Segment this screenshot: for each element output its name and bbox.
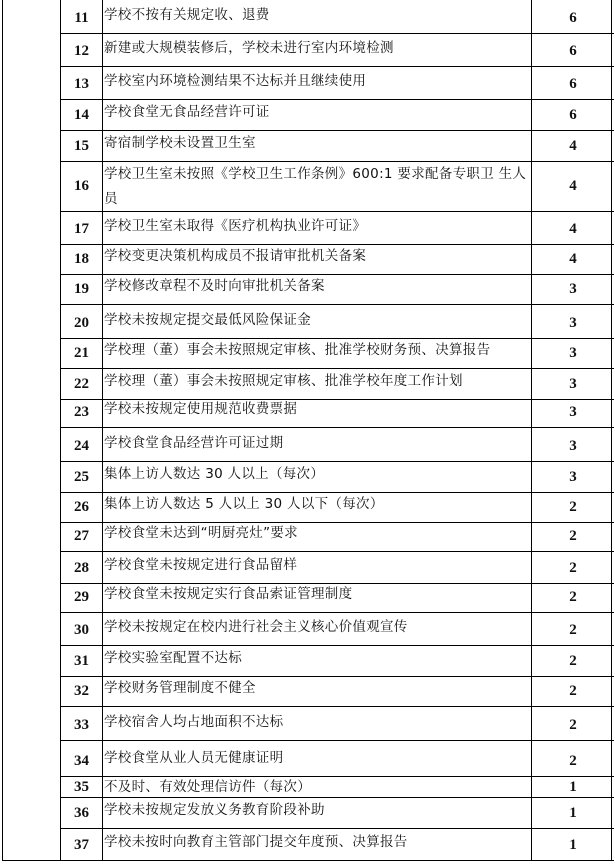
item-score: 3 xyxy=(569,345,577,361)
table-row xyxy=(61,162,614,212)
item-score: 3 xyxy=(569,281,577,297)
table-row xyxy=(61,400,614,428)
item-number: 35 xyxy=(61,777,103,797)
item-number: 25 xyxy=(61,462,103,492)
table-row xyxy=(61,67,614,100)
item-description: 学校变更决策机构成员不报请审批机关备案 xyxy=(103,245,532,274)
deduction-items-table xyxy=(60,0,614,861)
item-score: 1 xyxy=(569,805,577,821)
item-score: 2 xyxy=(569,589,577,605)
item-description: 学校理（董）事会未按照规定审核、批准学校年度工作计划 xyxy=(103,369,532,399)
item-description: 学校卫生室未按照《学校卫生工作条例》600:1 要求配备专职卫 生人员 xyxy=(103,162,532,211)
item-number: 13 xyxy=(61,67,103,99)
item-number: 28 xyxy=(61,552,103,583)
item-description: 学校卫生室未取得《医疗机构执业许可证》 xyxy=(103,212,532,244)
item-score: 2 xyxy=(569,653,577,669)
table-row xyxy=(61,613,614,646)
table-row xyxy=(61,493,614,523)
item-score: 3 xyxy=(569,469,577,485)
item-description: 学校未按规定使用规范收费票据 xyxy=(103,400,532,427)
item-description: 学校财务管理制度不健全 xyxy=(103,677,532,706)
item-number: 17 xyxy=(61,212,103,244)
table-row xyxy=(61,369,614,400)
table-row xyxy=(61,707,614,741)
item-number: 27 xyxy=(61,523,103,551)
item-score: 4 xyxy=(569,178,577,194)
item-score: 2 xyxy=(569,683,577,699)
item-number: 20 xyxy=(61,305,103,338)
table-row xyxy=(61,552,614,584)
item-description: 学校食堂无食品经营许可证 xyxy=(103,100,532,130)
table-row xyxy=(61,829,614,861)
table-row xyxy=(61,275,614,305)
item-number: 14 xyxy=(61,100,103,130)
table-row xyxy=(61,339,614,369)
item-score: 2 xyxy=(569,622,577,638)
item-number: 15 xyxy=(61,131,103,161)
item-description: 学校不按有关规定收、退费 xyxy=(103,0,532,33)
table-row xyxy=(61,212,614,245)
table-row xyxy=(61,523,614,552)
item-score: 3 xyxy=(569,376,577,392)
item-score: 2 xyxy=(569,717,577,733)
item-description: 学校食堂未达到“明厨亮灶”要求 xyxy=(103,523,532,551)
table-row xyxy=(61,100,614,131)
item-number: 36 xyxy=(61,798,103,828)
item-description: 新建或大规模装修后，学校未进行室内环境检测 xyxy=(103,34,532,66)
item-description: 学校食堂食品经营许可证过期 xyxy=(103,428,532,461)
item-score: 2 xyxy=(569,560,577,576)
item-description: 集体上访人数达 30 人以上（每次） xyxy=(103,462,532,492)
table-row xyxy=(61,0,614,34)
item-description: 学校理（董）事会未按照规定审核、批准学校财务预、决算报告 xyxy=(103,339,532,368)
item-number: 29 xyxy=(61,584,103,612)
item-score: 2 xyxy=(569,753,577,769)
item-description: 学校未按规定提交最低风险保证金 xyxy=(103,305,532,338)
item-number: 30 xyxy=(61,613,103,645)
item-number: 22 xyxy=(61,369,103,399)
table-row xyxy=(61,677,614,707)
item-score: 3 xyxy=(569,315,577,331)
table-row xyxy=(61,34,614,67)
item-score: 3 xyxy=(569,404,577,420)
item-description: 学校修改章程不及时向审批机关备案 xyxy=(103,275,532,304)
item-score: 4 xyxy=(569,251,577,267)
item-description: 学校宿舍人均占地面积不达标 xyxy=(103,707,532,740)
item-number: 32 xyxy=(61,677,103,706)
table-row xyxy=(61,305,614,339)
item-description: 学校实验室配置不达标 xyxy=(103,646,532,676)
table-row xyxy=(61,777,614,798)
table-row xyxy=(61,798,614,829)
item-score: 6 xyxy=(569,43,577,59)
item-number: 16 xyxy=(61,162,103,211)
item-score: 1 xyxy=(569,837,577,853)
item-number: 19 xyxy=(61,275,103,304)
table-row xyxy=(61,646,614,677)
item-score: 6 xyxy=(569,76,577,92)
item-number: 24 xyxy=(61,428,103,461)
item-score: 4 xyxy=(569,138,577,154)
item-description: 学校食堂从业人员无健康证明 xyxy=(103,741,532,776)
item-description: 不及时、有效处理信访件（每次） xyxy=(103,777,532,797)
item-description: 集体上访人数达 5 人以上 30 人以下（每次） xyxy=(103,493,532,522)
table-row xyxy=(61,428,614,462)
item-number: 34 xyxy=(61,741,103,776)
table-row xyxy=(61,741,614,777)
item-description: 寄宿制学校未设置卫生室 xyxy=(103,131,532,161)
item-number: 23 xyxy=(61,400,103,427)
item-description: 学校室内环境检测结果不达标并且继续使用 xyxy=(103,67,532,99)
item-score: 2 xyxy=(569,499,577,515)
item-number: 33 xyxy=(61,707,103,740)
item-number: 37 xyxy=(61,829,103,860)
item-number: 12 xyxy=(61,34,103,66)
table-row xyxy=(61,462,614,493)
item-score: 6 xyxy=(569,107,577,123)
item-score: 4 xyxy=(569,221,577,237)
table-row xyxy=(61,584,614,613)
item-number: 21 xyxy=(61,339,103,368)
item-score: 1 xyxy=(569,778,577,795)
item-description: 学校未按时向教育主管部门提交年度预、决算报告 xyxy=(103,829,532,860)
item-score: 3 xyxy=(569,438,577,454)
item-description: 学校未按规定发放义务教育阶段补助 xyxy=(103,798,532,828)
item-number: 11 xyxy=(61,0,103,33)
item-score: 2 xyxy=(569,528,577,544)
item-number: 18 xyxy=(61,245,103,274)
table-row xyxy=(61,245,614,275)
table-row xyxy=(61,131,614,162)
item-description: 学校食堂未按规定实行食品索证管理制度 xyxy=(103,584,532,612)
item-number: 26 xyxy=(61,493,103,522)
item-description: 学校未按规定在校内进行社会主义核心价值观宣传 xyxy=(103,613,532,645)
item-description: 学校食堂未按规定进行食品留样 xyxy=(103,552,532,583)
item-number: 31 xyxy=(61,646,103,676)
item-score: 6 xyxy=(569,10,577,26)
